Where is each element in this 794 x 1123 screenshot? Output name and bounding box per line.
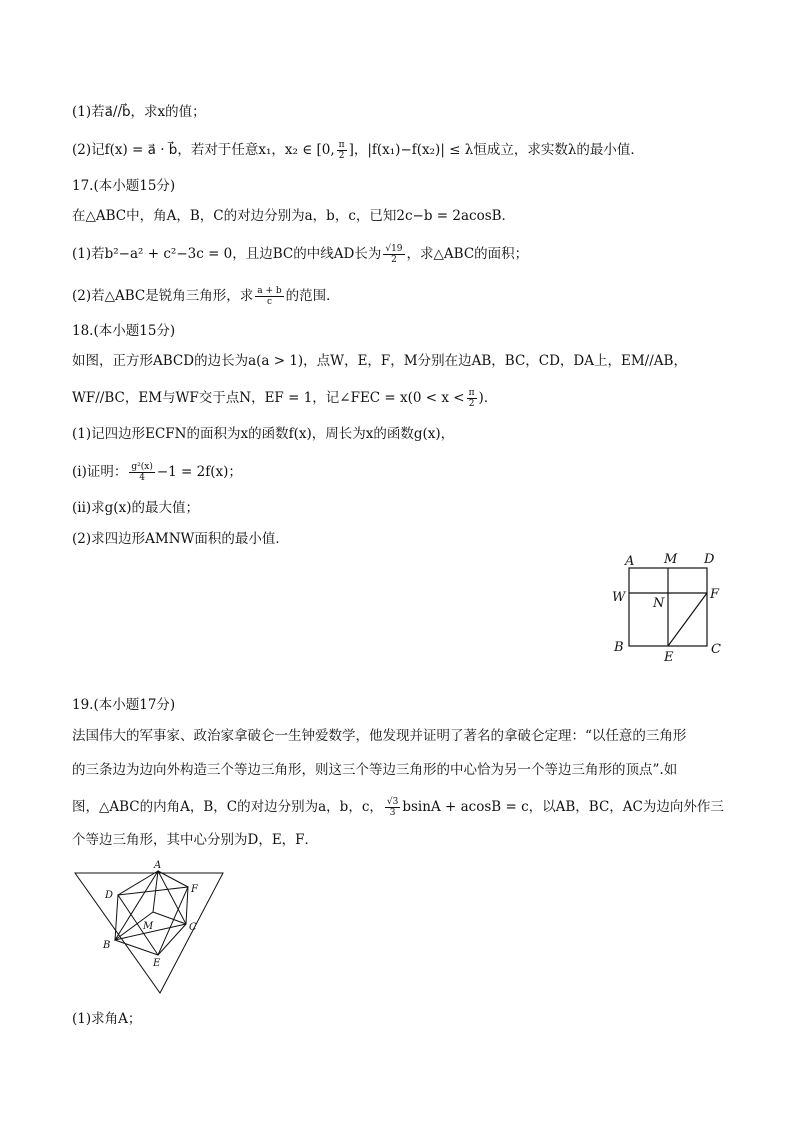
q17-part1 (72, 244, 528, 265)
q19-stem3-text-a: 图，△ABC的内角A，B，C的对边分别为a，b，c， (72, 799, 383, 815)
q16-part2-text-a: (2)记f(x) = a⃗ · b⃗，若对于任意x₁，x₂ ∈ [0, (72, 142, 335, 158)
q16-part2-frac (337, 140, 347, 161)
q17-part2 (72, 286, 340, 307)
label-a: A (625, 554, 635, 569)
q17-part1-text-a: (1)若b²−a² + c²−3c = 0，且边BC的中线AD长为 (72, 246, 382, 262)
frac-numerator: π (468, 388, 475, 398)
label-c: C (711, 642, 721, 657)
segment-be (115, 940, 158, 955)
q19-stem3-frac (385, 797, 400, 818)
q19-stem-line4: 个等边三角形，其中心分别为D，E，F． (72, 832, 319, 848)
q18-figure (600, 548, 730, 666)
segment-ce (158, 924, 186, 955)
q17-part2-text-b: 的范围． (285, 288, 340, 304)
q18-header: 18.(本小题15分) (72, 323, 176, 339)
q19-part1: (1)求角A； (72, 1011, 142, 1027)
label-n: N (653, 596, 665, 611)
frac-denominator: 2 (338, 151, 345, 161)
label-e: E (153, 958, 161, 969)
label-b: B (614, 640, 624, 655)
frac-numerator: π (338, 140, 345, 150)
q19-figure (70, 858, 230, 998)
label-w: W (612, 590, 626, 605)
q18-pi-text-a: (i)证明： (72, 464, 128, 480)
q17-header: 17.(本小题15分) (72, 178, 176, 194)
label-m: M (664, 552, 678, 567)
label-d: D (105, 890, 114, 901)
q19-stem-line2: 的三条边为边向外构造三个等边三角形，则这三个等边三角形的中心恰为另一个等边三角形的顶点”.如 (72, 762, 678, 778)
q19-stem-line1: 法国伟大的军事家、政治家拿破仑一生钟爱数学，他发现并证明了著名的拿破仑定理：“以任意的三角形 (72, 728, 687, 744)
q18-stem-line2 (72, 388, 497, 409)
segment-ef (668, 593, 707, 646)
label-b: B (103, 940, 111, 951)
q19-stem-line3 (72, 797, 724, 818)
q18-stem2-frac (467, 388, 477, 409)
q18-part1: (1)记四边形ECFN的面积为x的函数f(x)，周长为x的函数g(x)， (72, 426, 455, 442)
frac-denominator: 3 (389, 808, 396, 818)
label-a: A (154, 860, 162, 871)
label-d: D (704, 552, 715, 567)
q16-part2-text-b: ]，|f(x₁)−f(x₂)| ≤ λ恒成立，求实数λ的最小值． (348, 142, 644, 158)
frac-denominator: 4 (139, 473, 145, 483)
frac-numerator: a + b (257, 286, 282, 296)
q17-part1-text-b: ，求△ABC的面积； (406, 246, 529, 262)
label-c: C (189, 922, 197, 933)
q18-part2: (2)求四边形AMNW面积的最小值． (72, 531, 289, 547)
q16-part2 (72, 140, 644, 161)
q17-part2-text-a: (2)若△ABC是锐角三角形，求 (72, 288, 254, 304)
q18-pi-frac (129, 462, 154, 483)
frac-denominator: 2 (468, 399, 475, 409)
q19-header: 19.(本小题17分) (72, 697, 176, 713)
q19-stem3-text-b: bsinA + acosB = c，以AB，BC，AC为边向外作三 (402, 799, 724, 815)
label-f: F (710, 587, 720, 602)
label-m: M (143, 921, 154, 932)
frac-denominator: c (266, 297, 272, 307)
frac-numerator: g²(x) (131, 462, 153, 472)
label-f: F (191, 884, 198, 895)
frac-denominator: 2 (391, 255, 397, 265)
q18-part1-i (72, 462, 242, 483)
q17-part1-frac (383, 244, 404, 265)
q16-part1: (1)若a⃗//b⃗，求x的值； (72, 104, 206, 120)
q18-stem2-text-b: )． (478, 390, 498, 406)
q17-part2-frac (255, 286, 283, 307)
frac-numerator: √19 (385, 244, 403, 254)
q18-part1-ii: (ii)求g(x)的最大值； (72, 500, 199, 516)
q17-stem: 在△ABC中，角A，B，C的对边分别为a，b，c，已知2c−b = 2acosB． (72, 208, 516, 224)
q18-pi-text-b: −1 = 2f(x)； (156, 464, 242, 480)
label-e: E (664, 650, 674, 665)
q18-stem-line1: 如图，正方形ABCD的边长为a(a > 1)，点W，E，F，M分别在边AB，BC，CD，DA上，EM//AB， (72, 353, 687, 369)
q18-stem2-text-a: WF//BC，EM与WF交于点N，EF = 1，记∠FEC = x(0 < x < (72, 390, 465, 406)
segment-cf (186, 887, 188, 924)
frac-numerator: √3 (386, 797, 399, 807)
